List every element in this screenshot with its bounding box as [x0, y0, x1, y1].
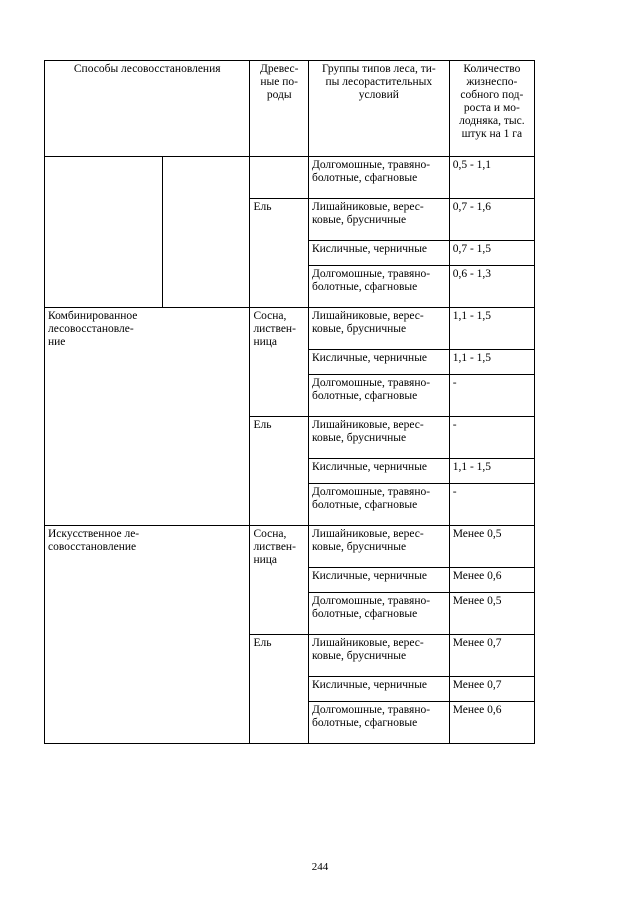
forest-text: Кисличные, черничные	[311, 243, 428, 255]
forest-text: Кисличные, черничные	[311, 352, 428, 364]
qty-text: Менее 0,6	[452, 704, 502, 716]
qty-cell	[449, 677, 534, 702]
forest-cell	[308, 526, 449, 568]
forest-text: Лишайниковые, верес- ковые, брусничные	[311, 310, 424, 335]
header-forest-groups-text: Группы типов леса, ти- пы лесорастительных условий	[321, 63, 436, 101]
forest-cell	[308, 157, 449, 199]
species-cell	[250, 417, 309, 526]
species-text: Сосна, листвен- ница	[253, 528, 296, 566]
qty-cell	[449, 350, 534, 375]
forest-text: Кисличные, черничные	[311, 679, 428, 691]
qty-text: 1,1 - 1,5	[452, 461, 492, 473]
forest-text: Долгомошные, травяно- болотные, сфагновые	[311, 486, 431, 511]
header-methods	[45, 61, 250, 157]
species-cell	[250, 635, 309, 744]
qty-cell	[449, 375, 534, 417]
forest-cell	[308, 635, 449, 677]
qty-cell	[449, 593, 534, 635]
forest-cell	[308, 593, 449, 635]
method-text: Комбинированное лесовосстановле- ние	[48, 310, 138, 348]
qty-text: Менее 0,6	[452, 570, 502, 582]
qty-text: Менее 0,5	[452, 595, 502, 607]
qty-text: Менее 0,5	[452, 528, 502, 540]
qty-text: 1,1 - 1,5	[452, 310, 492, 322]
qty-cell	[449, 484, 534, 526]
forest-cell	[308, 308, 449, 350]
qty-cell	[449, 157, 534, 199]
forest-text: Долгомошные, травяно- болотные, сфагновые	[311, 595, 431, 620]
method-cell-empty-a	[45, 157, 163, 308]
species-text: Ель	[253, 201, 272, 213]
header-quantity-text: Количество жизнеспо- собного под- роста и мо- лодняка, тыс. штук на 1 га	[459, 63, 525, 140]
qty-text: -	[452, 486, 457, 498]
forest-cell	[308, 241, 449, 266]
page-number: 244	[311, 861, 329, 873]
table-row	[45, 308, 535, 350]
forest-text: Лишайниковые, верес- ковые, брусничные	[311, 637, 424, 662]
forest-text: Кисличные, черничные	[311, 461, 428, 473]
forest-cell	[308, 459, 449, 484]
qty-cell	[449, 417, 534, 459]
species-text: Ель	[253, 419, 272, 431]
species-text: Ель	[253, 637, 272, 649]
forest-cell	[308, 677, 449, 702]
qty-text: -	[452, 419, 457, 431]
method-cell-artificial	[45, 526, 250, 744]
reforestation-table	[44, 60, 535, 744]
forest-text: Лишайниковые, верес- ковые, брусничные	[311, 419, 424, 444]
forest-text: Долгомошные, травяно- болотные, сфагновые	[311, 159, 431, 184]
species-cell	[250, 526, 309, 635]
qty-cell	[449, 459, 534, 484]
forest-text: Кисличные, черничные	[311, 570, 428, 582]
forest-cell	[308, 375, 449, 417]
forest-text: Лишайниковые, верес- ковые, брусничные	[311, 528, 424, 553]
species-cell-empty	[250, 157, 309, 199]
forest-text: Долгомошные, травяно- болотные, сфагновые	[311, 377, 431, 402]
header-species	[250, 61, 309, 157]
table-row	[45, 157, 535, 199]
header-forest-groups	[308, 61, 449, 157]
species-text: Сосна, листвен- ница	[253, 310, 296, 348]
qty-cell	[449, 241, 534, 266]
qty-cell	[449, 526, 534, 568]
qty-text: 0,5 - 1,1	[452, 159, 492, 171]
qty-text: -	[452, 377, 457, 389]
qty-cell	[449, 308, 534, 350]
table-header-row	[45, 61, 535, 157]
forest-cell	[308, 350, 449, 375]
qty-text: 0,7 - 1,5	[452, 243, 492, 255]
forest-cell	[308, 484, 449, 526]
qty-cell	[449, 568, 534, 593]
qty-cell	[449, 199, 534, 241]
header-methods-text: Способы лесовосстановления	[73, 63, 221, 75]
qty-text: Менее 0,7	[452, 679, 502, 691]
forest-text: Долгомошные, травяно- болотные, сфагновые	[311, 704, 431, 729]
forest-cell	[308, 702, 449, 744]
species-cell	[250, 199, 309, 308]
method-cell-empty-b	[163, 157, 250, 308]
header-quantity	[449, 61, 534, 157]
method-cell-combined	[45, 308, 250, 526]
forest-cell	[308, 199, 449, 241]
table-row	[45, 526, 535, 568]
qty-text: 1,1 - 1,5	[452, 352, 492, 364]
qty-text: Менее 0,7	[452, 637, 502, 649]
forest-cell	[308, 266, 449, 308]
forest-text: Долгомошные, травяно- болотные, сфагновые	[311, 268, 431, 293]
species-cell	[250, 308, 309, 417]
qty-cell	[449, 702, 534, 744]
qty-text: 0,6 - 1,3	[452, 268, 492, 280]
header-species-text: Древес- ные по- роды	[260, 63, 299, 101]
qty-cell	[449, 635, 534, 677]
method-text: Искусственное ле- совосстановление	[48, 528, 140, 553]
forest-cell	[308, 417, 449, 459]
qty-text: 0,7 - 1,6	[452, 201, 492, 213]
forest-text: Лишайниковые, верес- ковые, брусничные	[311, 201, 424, 226]
qty-cell	[449, 266, 534, 308]
forest-cell	[308, 568, 449, 593]
